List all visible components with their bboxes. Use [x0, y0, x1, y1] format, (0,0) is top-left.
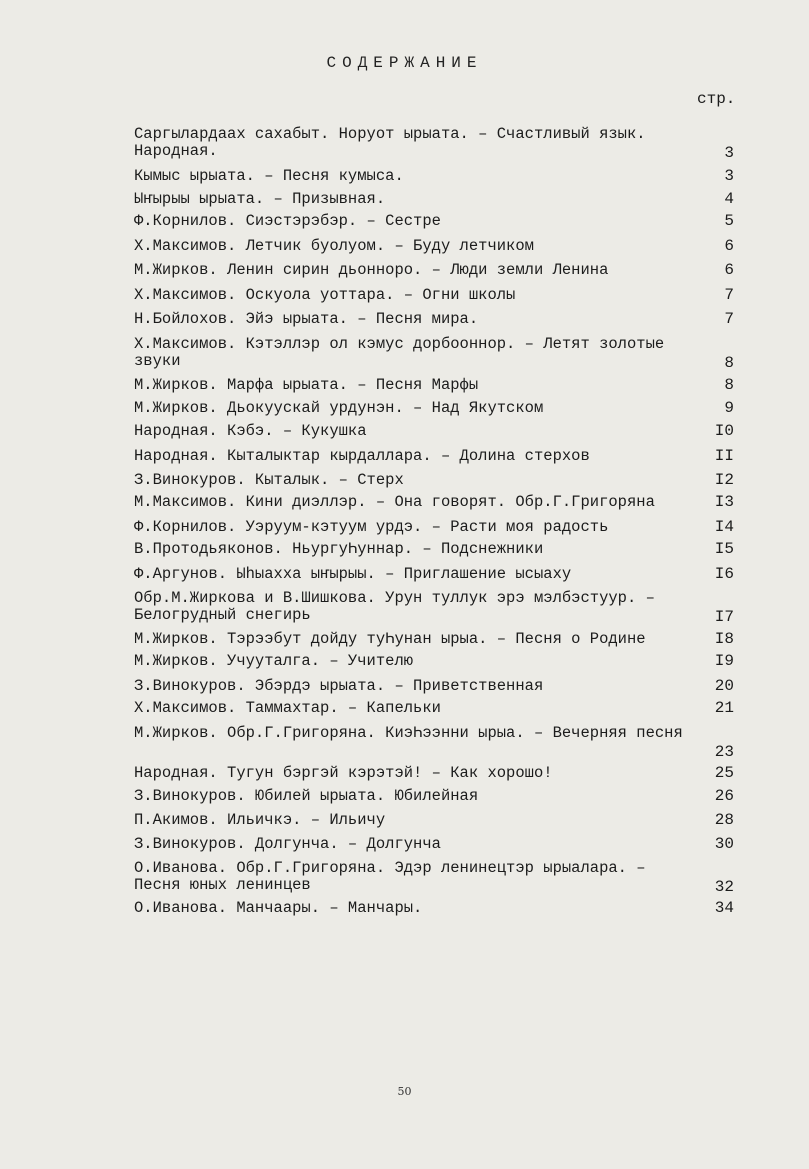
toc-entry	[134, 541, 734, 558]
toc-entry	[134, 765, 734, 782]
toc-entry-page: I7	[714, 608, 734, 626]
toc-entry	[134, 900, 734, 917]
toc-entry	[134, 377, 734, 394]
toc-entry-page: II	[714, 447, 734, 465]
toc-entry-title: В.Протодьяконов. НьургуҺуннар. – Подснежники	[134, 540, 544, 558]
toc-entry	[134, 336, 734, 372]
toc-entry-page: 23	[714, 743, 734, 761]
footer-page-number: 50	[397, 1085, 412, 1098]
toc-entry-title: Народная. Кэбэ. – Кукушка	[134, 422, 367, 440]
toc-entry	[134, 213, 734, 230]
toc-entry-title: М.Жирков. Учууталга. – Учителю	[134, 652, 414, 670]
toc-entry-title: З.Винокуров. Долгунча. – Долгунча	[134, 835, 441, 853]
toc-entry	[134, 494, 734, 511]
toc-entry-page: 25	[714, 764, 734, 782]
toc-entry	[134, 168, 734, 185]
toc-entry-title: Ф.Корнилов. Уэруум-кэтуум урдэ. – Расти моя радость	[134, 518, 609, 536]
toc-entry-page: 34	[714, 899, 734, 917]
toc-entry	[134, 191, 734, 208]
toc-entry	[134, 448, 734, 465]
toc-entry-title: Х.Максимов. Летчик буолуом. – Буду летчиком	[134, 237, 534, 255]
toc-entry-title: Ф.Аргунов. Ыһыахха ыҥырыы. – Приглашение ысыаху	[134, 565, 572, 583]
toc-entry	[134, 836, 734, 853]
toc-entry-page: 30	[714, 835, 734, 853]
toc-entry-page: 8	[724, 354, 734, 372]
toc-entry-title: Саргылардаах сахабыт. Норуот ырыата. – Счастливый язык. Народная.	[134, 125, 646, 160]
toc-entry-title: М.Жирков. Тэрээбут дойду туҺунан ырыа. – Песня о Родине	[134, 630, 646, 648]
toc-entry-title: М.Максимов. Кини диэллэр. – Она говорят. Обр.Г.Григоряна	[134, 493, 655, 511]
toc-entry-title: М.Жирков. Обр.Г.Григоряна. КиэҺээнни ырыа. – Вечерняя песня	[134, 724, 683, 742]
toc-entry-title: З.Винокуров. Юбилей ырыата. Юбилейная	[134, 787, 479, 805]
toc-entry-title: О.Иванова. Манчаары. – Манчары.	[134, 899, 423, 917]
toc-entry-title: Обр.М.Жиркова и В.Шишкова. Урун туллук эрэ мэлбэстуур. – Белогрудный снегирь	[134, 589, 655, 624]
toc-entry-page: I5	[714, 540, 734, 558]
toc-entry	[134, 472, 734, 489]
toc-entry	[134, 788, 734, 805]
toc-entry-page: 4	[724, 190, 734, 208]
toc-entry-page: I0	[714, 422, 734, 440]
toc-entry-page: 3	[724, 144, 734, 162]
toc-entry	[134, 725, 734, 761]
toc-entry-page: I3	[714, 493, 734, 511]
toc-entry-title: М.Жирков. Дьокуускай урдунэн. – Над Якутском	[134, 399, 544, 417]
toc-entry-page: 32	[714, 878, 734, 896]
toc-entry	[134, 287, 734, 304]
toc-entry-page: 9	[724, 399, 734, 417]
toc-entry-page: 28	[714, 811, 734, 829]
toc-entry	[134, 262, 734, 279]
toc-entry-title: Х.Максимов. Кэтэллэр ол кэмус дорбооннор. – Летят золотые звуки	[134, 335, 665, 370]
page-column-label: стр.	[697, 90, 736, 108]
toc-entry-page: 26	[714, 787, 734, 805]
toc-entry	[134, 678, 734, 695]
toc-entry	[134, 423, 734, 440]
toc-entry-page: 7	[724, 286, 734, 304]
toc-entry-title: Кымыс ырыата. – Песня кумыса.	[134, 167, 404, 185]
toc-entry-page: I2	[714, 471, 734, 489]
toc-entry-page: 7	[724, 310, 734, 328]
toc-entry-title: Х.Максимов. Таммахтар. – Капельки	[134, 699, 441, 717]
toc-entry-page: 21	[714, 699, 734, 717]
toc-entry-page: 6	[724, 261, 734, 279]
toc-entry	[134, 812, 734, 829]
toc-entry-page: 6	[724, 237, 734, 255]
toc-entry	[134, 400, 734, 417]
toc-entry-page: 5	[724, 212, 734, 230]
toc-entry	[134, 238, 734, 255]
toc-entry-title: М.Жирков. Ленин сирин дьонноро. – Люди земли Ленина	[134, 261, 609, 279]
page-title: СОДЕРЖАНИЕ	[326, 54, 483, 72]
toc-entry-page: 3	[724, 167, 734, 185]
toc-entry-title: З.Винокуров. Эбэрдэ ырыата. – Приветственная	[134, 677, 544, 695]
toc-entry-page: I6	[714, 565, 734, 583]
toc-entry	[134, 590, 734, 626]
toc-entry-title: З.Винокуров. Кыталык. – Стерх	[134, 471, 404, 489]
toc-entry-page: 8	[724, 376, 734, 394]
toc-entry	[134, 566, 734, 583]
toc-entry-page: 20	[714, 677, 734, 695]
toc-entry-title: Народная. Тугун бэргэй кэрэтэй! – Как хорошо!	[134, 764, 553, 782]
toc-entry	[134, 653, 734, 670]
toc-entry-title: Народная. Кыталыктар кырдаллара. – Долина стерхов	[134, 447, 590, 465]
toc-entry	[134, 126, 734, 162]
toc-entry	[134, 700, 734, 717]
toc-entry	[134, 311, 734, 328]
toc-entry-title: М.Жирков. Марфа ырыата. – Песня Марфы	[134, 376, 479, 394]
toc-entry-title: О.Иванова. Обр.Г.Григоряна. Эдэр ленинецтэр ырыалара. – Песня юных ленинцев	[134, 859, 646, 894]
toc-entry-page: I4	[714, 518, 734, 536]
toc-entry-title: Х.Максимов. Оскуола уоттара. – Огни школы	[134, 286, 516, 304]
toc-entry-title: Ыҥырыы ырыата. – Призывная.	[134, 190, 386, 208]
toc-entry	[134, 519, 734, 536]
toc-entry	[134, 860, 734, 896]
toc-entry-title: П.Акимов. Ильичкэ. – Ильичу	[134, 811, 386, 829]
toc-entry-title: Н.Бойлохов. Эйэ ырыата. – Песня мира.	[134, 310, 479, 328]
toc-entry-page: I8	[714, 630, 734, 648]
toc-entry-title: Ф.Корнилов. Сиэстэрэбэр. – Сестре	[134, 212, 441, 230]
toc-entry	[134, 631, 734, 648]
toc-entry-page: I9	[714, 652, 734, 670]
